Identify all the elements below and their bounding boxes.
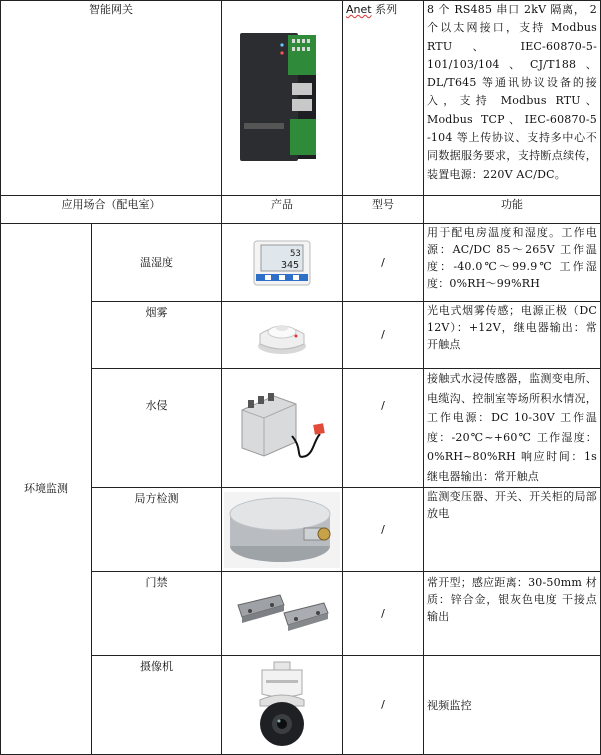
door-sensor-image (232, 583, 332, 645)
header-scene (0, 195, 222, 224)
row-model: / (381, 698, 385, 711)
gateway-category-cell (0, 0, 222, 196)
row-model: / (381, 255, 385, 269)
row-name: 烟雾 (145, 306, 168, 319)
product-image-cell (221, 487, 343, 572)
row-model: / (381, 399, 385, 412)
row-function: 视频监控 (427, 698, 472, 712)
row-model: / (381, 522, 385, 536)
gateway-category: 智能网关 (89, 3, 133, 16)
gateway-device-image (234, 23, 330, 173)
group-label: 环境监测 (24, 482, 68, 495)
header-function-label: 功能 (501, 198, 523, 211)
product-image-cell (221, 655, 343, 755)
header-function (423, 195, 601, 224)
row-function-cell (423, 368, 601, 488)
group-environment-monitoring (0, 223, 92, 755)
gateway-model-name: Anet (346, 3, 372, 16)
row-model-cell (342, 301, 424, 369)
row-name-cell (91, 655, 222, 755)
lcd-top-reading: 53 (290, 248, 301, 259)
row-function: 用于配电房温度和湿度。工作电源：AC/DC 85～265V 工作温度：-40.0℃～99.9℃ 工作湿度：0%RH～99%RH (427, 226, 597, 290)
row-function-cell (423, 571, 601, 656)
row-name-cell (91, 301, 222, 369)
product-image-cell (221, 301, 343, 369)
row-name-cell (91, 571, 222, 656)
row-model-cell (342, 571, 424, 656)
header-model-label: 型号 (372, 198, 394, 211)
gateway-image-cell (221, 0, 343, 196)
row-model-cell (342, 487, 424, 572)
row-name: 摄像机 (140, 660, 173, 673)
gateway-model-suffix: 系列 (371, 3, 398, 16)
header-product-label: 产品 (271, 198, 293, 211)
row-function: 常开型；感应距离：30-50mm 材质：锌合金，银灰色电度 干接点输出 (427, 576, 597, 623)
row-function-cell (423, 655, 601, 755)
row-name: 水侵 (145, 399, 168, 412)
product-image-cell (221, 571, 343, 656)
row-function-cell (423, 223, 601, 302)
gateway-model-cell (342, 0, 424, 196)
row-function: 光电式烟雾传感；电源正极（DC 12V）：+12V，继电器输出：常开触点 (427, 304, 597, 351)
row-model: / (381, 328, 385, 341)
header-scene-label: 应用场合（配电室） (61, 198, 161, 211)
row-function-cell (423, 301, 601, 369)
row-name-cell (91, 223, 222, 302)
row-name-cell (91, 487, 222, 572)
row-model: / (381, 606, 385, 620)
gateway-description: 8 个 RS485 串口 2kV 隔离， 2 个以太网接口，支持 Modbus RTU 、 IEC-60870-5-101/103/104、CJ/T188、DL/T645 等通讯协议设备的接入，支持 Modbus RTU、Modbus TCP、IEC-60870-5 -104 等上传协议、支持多中心不同数据服务要求，支持断点续传，装置电源：220V AC/DC。 (427, 3, 597, 181)
product-image-cell (221, 368, 343, 488)
temp-humidity-sensor-image (250, 239, 314, 287)
partial-discharge-sensor-image (224, 492, 340, 568)
row-name: 局方检测 (134, 492, 179, 505)
water-leak-sensor-image (234, 390, 330, 466)
header-model (342, 195, 424, 224)
row-name: 门禁 (145, 576, 168, 589)
row-name-cell (91, 368, 222, 488)
lcd-bottom-reading: 345 (281, 259, 300, 271)
product-image-cell (221, 223, 343, 302)
ptz-camera-image (250, 660, 314, 750)
row-model-cell (342, 223, 424, 302)
row-model-cell (342, 655, 424, 755)
row-function-cell (423, 487, 601, 572)
gateway-description-cell (423, 0, 601, 196)
row-function: 监测变压器、开关、开关柜的局部放电 (427, 490, 597, 520)
row-function: 接触式水浸传感器，监测变电所、电缆沟、控制室等场所积水情况，工作电源：DC 10-30V 工作温度：-20℃~+60℃ 工作湿度：0%RH~80%RH 响应时间：1s 继电器输出：常开触点 (427, 372, 597, 483)
row-model-cell (342, 368, 424, 488)
header-product (221, 195, 343, 224)
row-name: 温湿度 (140, 255, 173, 269)
smoke-detector-image (252, 312, 312, 358)
